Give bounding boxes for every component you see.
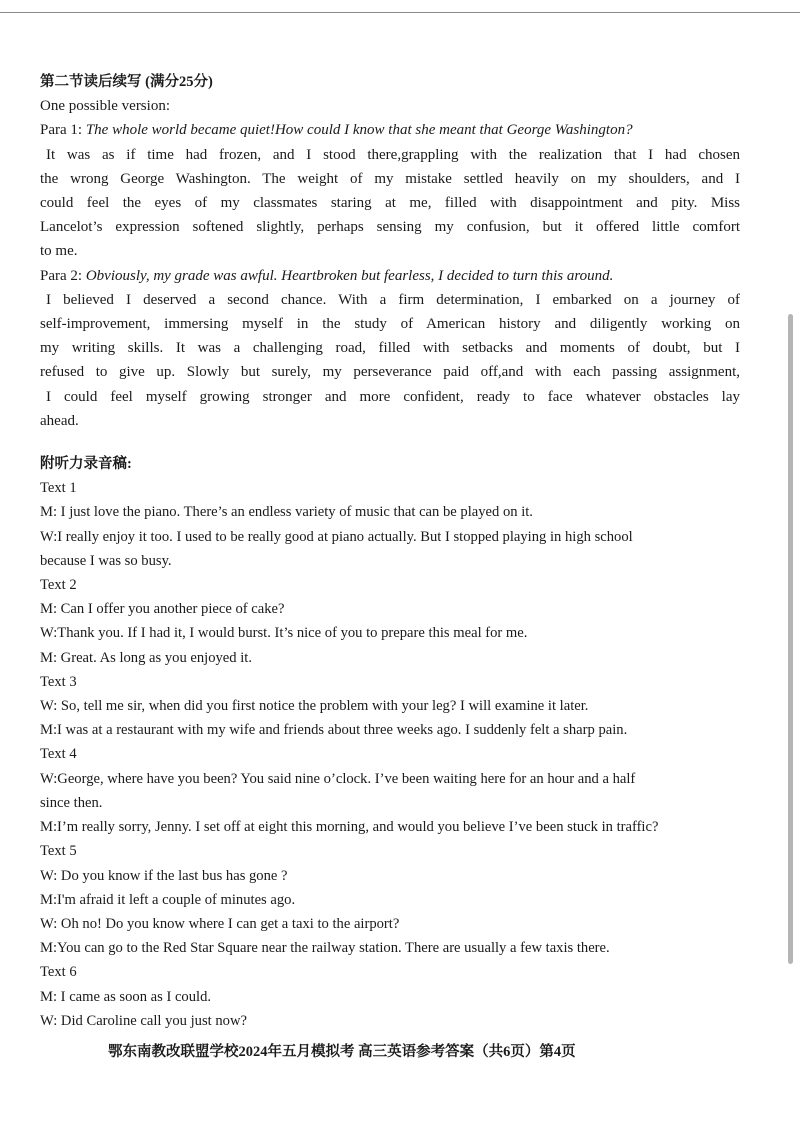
transcript-line: W: Do you know if the last bus has gone ?	[40, 867, 288, 884]
para2-line: I believed I deserved a second chance. With a firm determination, I embarked on a journey of	[46, 291, 740, 308]
transcript-line: W: So, tell me sir, when did you first notice the problem with your leg? I will examine it later.	[40, 698, 589, 715]
para1-line: to me.	[40, 243, 78, 260]
transcript-line: W: Did Caroline call you just now?	[40, 1012, 247, 1029]
para1-label: Para 1:	[40, 122, 86, 139]
transcript-line: because I was so busy.	[40, 552, 172, 569]
transcript-line: Text 5	[40, 843, 77, 860]
para2-line: my writing skills. It was a challenging road, filled with setbacks and moments of doubt, but I	[40, 340, 740, 357]
transcript-line: M: Great. As long as you enjoyed it.	[40, 649, 252, 666]
transcript-line: W: Oh no! Do you know where I can get a taxi to the airport?	[40, 915, 400, 932]
section-gap	[40, 433, 740, 452]
transcript-line: M:I was at a restaurant with my wife and friends about three weeks ago. I suddenly felt a sharp pain.	[40, 722, 628, 739]
para1-line: the wrong George Washington. The weight of my mistake settled heavily on my shoulders, and I	[40, 170, 740, 187]
intro-line: One possible version:	[40, 98, 170, 115]
transcript-line: M: Can I offer you another piece of cake?	[40, 601, 285, 618]
para2-label: Para 2:	[40, 267, 86, 284]
page-footer: 鄂东南教改联盟学校2024年五月模拟考 高三英语参考答案（共6页）第4页	[108, 1044, 576, 1060]
para2-line: refused to give up. Slowly but surely, my perseverance paid off,and with each passing assignment,	[40, 364, 740, 381]
transcript-line: M: I just love the piano. There’s an endless variety of music that can be played on it.	[40, 504, 533, 521]
transcript-line: since then.	[40, 794, 103, 811]
para2-lead: Obviously, my grade was awful. Heartbroken but fearless, I decided to turn this around.	[85, 267, 614, 284]
para1-line: Lancelot’s expression softened slightly, perhaps sensing my confusion, but it offered little comfort	[40, 219, 740, 236]
para2-line: I could feel myself growing stronger and more confident, ready to face whatever obstacles lay	[46, 388, 740, 405]
transcript-line: M:You can go to the Red Star Square near the railway station. There are usually a few taxis there.	[40, 940, 610, 957]
transcript-line: M:I’m really sorry, Jenny. I set off at eight this morning, and would you believe I’ve been stuck in traffic?	[40, 819, 659, 836]
transcript-line: Text 2	[40, 577, 77, 594]
viewer-top-edge	[0, 0, 800, 13]
para1-lead-line	[40, 118, 740, 142]
para2-line: ahead.	[40, 412, 79, 429]
section-heading: 第二节读后续写 (满分25分)	[40, 74, 213, 90]
transcript-heading: 附听力录音稿:	[40, 456, 132, 473]
transcript-line: W:George, where have you been? You said nine o’clock. I’ve been waiting here for an hour and a half	[40, 770, 636, 787]
transcript-line: Text 6	[40, 964, 77, 981]
transcript-line: Text 3	[40, 673, 77, 690]
transcript-line: Text 4	[40, 746, 77, 763]
transcript-line: W:I really enjoy it too. I used to be really good at piano actually. But I stopped playing in high school	[40, 528, 633, 545]
para1-lead: The whole world became quiet!How could I know that she meant that George Washington?	[85, 122, 633, 139]
transcript-line: W:Thank you. If I had it, I would burst. It’s nice of you to prepare this meal for me.	[40, 625, 528, 642]
transcript-line: M:I'm afraid it left a couple of minutes ago.	[40, 891, 296, 908]
document-page	[40, 70, 740, 1033]
para1-line: It was as if time had frozen, and I stood there,grappling with the realization that I had chosen	[46, 146, 740, 163]
para2-lead-line	[40, 264, 740, 288]
transcript-line: M: I came as soon as I could.	[40, 988, 212, 1005]
transcript-line: Text 1	[40, 480, 77, 497]
para2-line: self-improvement, immersing myself in the study of American history and diligently working on	[40, 316, 740, 333]
vertical-scrollbar[interactable]	[788, 314, 793, 964]
transcript-body	[40, 476, 740, 1033]
para1-line: could feel the eyes of my classmates staring at me, filled with disappointment and pity. Miss	[40, 195, 740, 212]
